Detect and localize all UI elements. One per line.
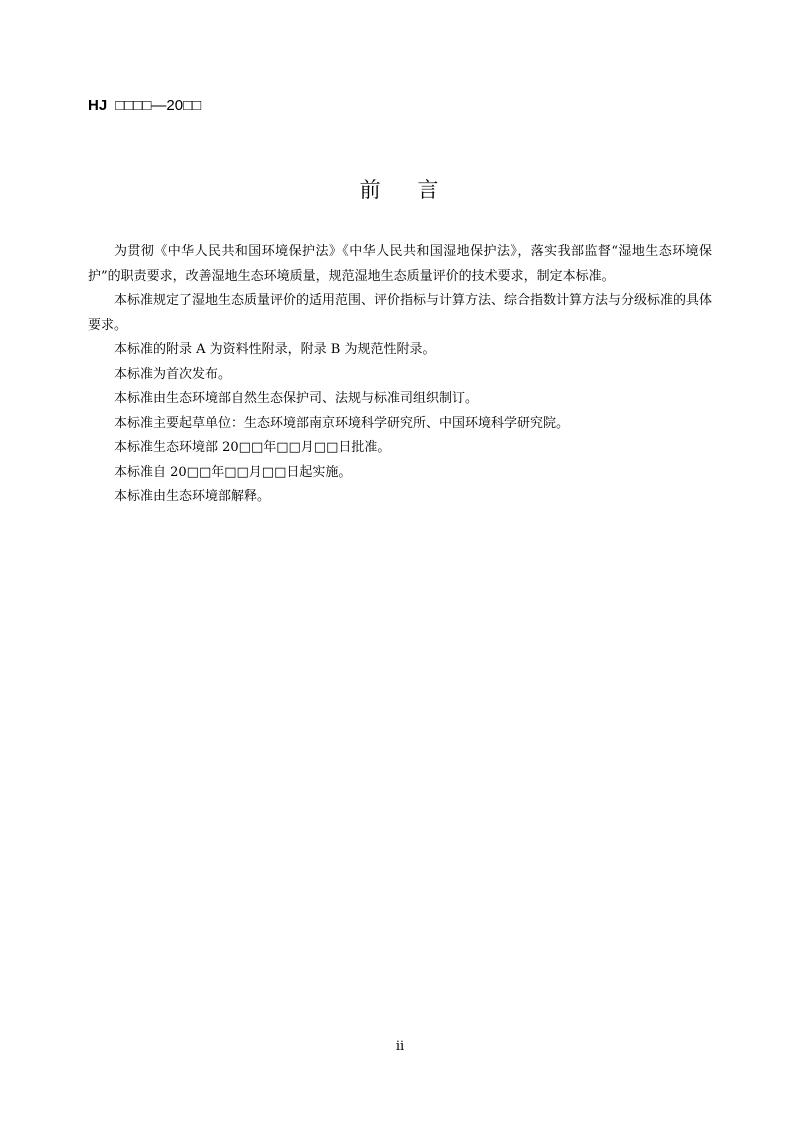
paragraph: 本标准由生态环境部自然生态保护司、法规与标准司组织制订。 bbox=[114, 391, 479, 406]
paragraph: 本标准生态环境部 20□□年□□月□□日批准。 bbox=[114, 440, 391, 455]
paragraph: 本标准由生态环境部解释。 bbox=[114, 489, 271, 504]
standard-code bbox=[88, 96, 201, 116]
paragraph: 本标准为首次发布。 bbox=[114, 366, 232, 382]
paragraph: 本标准规定了湿地生态质量评价的适用范围、评价指标与计算方法、综合指数计算方法与分级标准的具体要求。 bbox=[88, 293, 713, 333]
page-title: 前 言 bbox=[359, 178, 441, 202]
page-number: ii bbox=[395, 1039, 405, 1054]
paragraph: 为贯彻《中华人民共和国环境保护法》《中华人民共和国湿地保护法》，落实我部监督“湿地生态环境保护”的职责要求，改善湿地生态环境质量，规范湿地生态质量评价的技术要求，制定本标准。 bbox=[88, 244, 712, 284]
paragraph: 本标准的附录 A 为资料性附录，附录 B 为规范性附录。 bbox=[114, 342, 436, 357]
standard-code-number: □□□□—20□□ bbox=[115, 97, 202, 114]
paragraph: 本标准主要起草单位：生态环境部南京环境科学研究所、中国环境科学研究院。 bbox=[114, 415, 570, 431]
foreword-body bbox=[88, 240, 712, 510]
standard-code-prefix: HJ bbox=[88, 97, 108, 114]
paragraph: 本标准自 20□□年□□月□□日起实施。 bbox=[114, 464, 352, 480]
